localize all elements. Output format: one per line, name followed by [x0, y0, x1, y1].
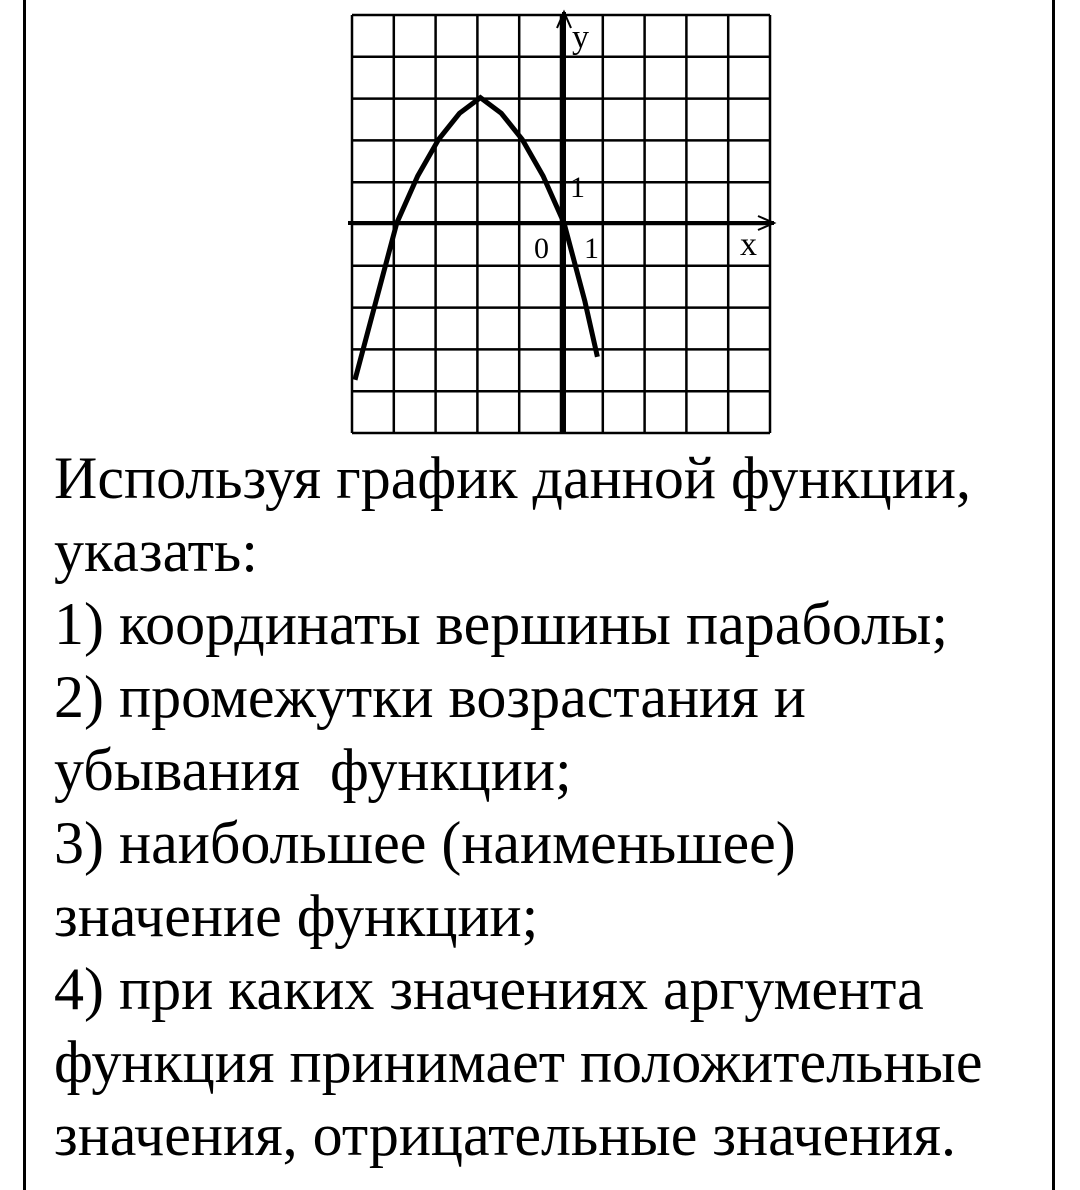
task-line: 4) при каких значениях аргумента	[54, 956, 924, 1022]
task-text	[54, 442, 1049, 1172]
task-line: значения, отрицательные значения.	[54, 1102, 956, 1168]
task-line: 3) наибольшее (наименьшее)	[54, 810, 796, 876]
origin-label: 0	[534, 232, 549, 265]
task-line: 1) координаты вершины параболы;	[54, 591, 949, 657]
task-line: Используя график данной функции,	[54, 445, 971, 511]
y-axis-label: y	[572, 19, 589, 56]
task-line: убывания функции;	[54, 737, 572, 803]
function-graph	[0, 0, 1080, 440]
task-line: функция принимает положительные	[54, 1029, 983, 1095]
x-axis-label: x	[740, 226, 757, 263]
y-unit-label: 1	[570, 171, 585, 204]
task-line: 2) промежутки возрастания и	[54, 664, 806, 730]
task-line: значение функции;	[54, 883, 539, 949]
task-line: указать:	[54, 518, 258, 584]
x-unit-label: 1	[584, 232, 599, 265]
